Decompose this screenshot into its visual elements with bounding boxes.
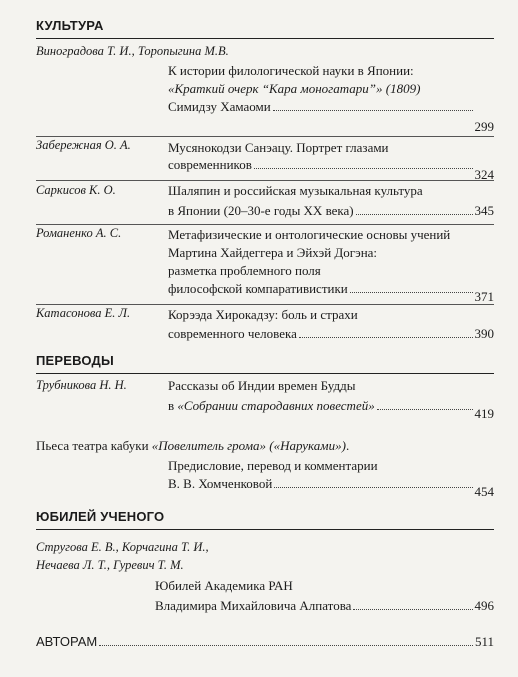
entry-title-line: Метафизические и онтологические основы учений xyxy=(168,227,451,242)
entry-leader xyxy=(168,281,494,304)
entry-authors: Стругова Е. В., Корчагина Т. И., xyxy=(36,540,209,554)
dot-leader xyxy=(99,645,473,646)
entry-title-line: Шаляпин и российская музыкальная культура xyxy=(168,183,423,198)
entry-authors: Катасонова Е. Л. xyxy=(36,306,131,320)
dot-leader xyxy=(350,292,473,293)
section-rule xyxy=(36,373,494,374)
page-number: 371 xyxy=(474,289,494,304)
entry-authors: Романенко А. С. xyxy=(36,226,122,240)
entry-title-line: разметка проблемного поля xyxy=(168,263,321,278)
page-number: 496 xyxy=(474,598,494,613)
section-rule xyxy=(36,38,494,39)
row-divider xyxy=(36,304,494,305)
entry-authors: Трубникова Н. Н. xyxy=(36,378,127,392)
entry-title-line: Симидзу Хамаоми xyxy=(168,99,271,114)
dot-leader xyxy=(353,609,472,610)
entry-leader xyxy=(168,99,494,134)
page-number: 324 xyxy=(474,167,494,182)
page-number: 390 xyxy=(474,326,494,341)
entry-leader xyxy=(168,326,494,342)
row-divider xyxy=(36,224,494,225)
row-divider xyxy=(36,180,494,181)
entry-title-line: Пьеса театра кабуки «Повелитель грома» («Наруками»). xyxy=(36,438,350,453)
dot-leader xyxy=(377,409,473,410)
entry-title-line: В. В. Хомченковой xyxy=(168,476,273,491)
entry-leader-authors-note xyxy=(36,634,494,650)
dot-leader xyxy=(299,337,473,338)
entry-leader xyxy=(168,203,494,219)
entry-leader xyxy=(168,476,494,499)
page-number: 454 xyxy=(474,484,494,499)
entry-leader xyxy=(155,598,494,614)
entry-title-line: философской компаративистики xyxy=(168,281,348,296)
entry-title-line: Юбилей Академика РАН xyxy=(155,578,293,593)
page-number: 345 xyxy=(474,203,494,218)
entry-title-line: Мусянокодзи Санэацу. Портрет глазами xyxy=(168,140,389,155)
dot-leader xyxy=(274,487,472,488)
entry-title-line: современников xyxy=(168,157,252,172)
page-number: 419 xyxy=(474,406,494,421)
entry-title-line: Предисловие, перевод и комментарии xyxy=(168,458,378,473)
dot-leader xyxy=(273,110,473,111)
entry-title-line: Рассказы об Индии времен Будды xyxy=(168,378,356,393)
row-divider xyxy=(36,136,494,137)
section-heading-jubilee: ЮБИЛЕЙ УЧЕНОГО xyxy=(36,509,165,524)
section-rule xyxy=(36,529,494,530)
entry-authors: Виноградова Т. И., Торопыгина М.В. xyxy=(36,44,229,58)
entry-title-line: современного человека xyxy=(168,326,297,341)
entry-leader xyxy=(168,157,494,182)
entry-leader xyxy=(168,398,494,421)
entry-title-line: Владимира Михайловича Алпатова xyxy=(155,598,352,613)
section-heading-translations: ПЕРЕВОДЫ xyxy=(36,353,114,368)
page-number: 511 xyxy=(474,634,494,649)
authors-note-label: АВТОРАМ xyxy=(36,634,98,649)
entry-title-line: Мартина Хайдеггера и Эйхэй Догэна: xyxy=(168,245,378,260)
entry-authors: Нечаева Л. Т., Гуревич Т. М. xyxy=(36,558,184,572)
entry-title-line: К истории филологической науки в Японии: xyxy=(168,63,414,78)
entry-title-line: в Японии (20–30-е годы XX века) xyxy=(168,203,354,218)
dot-leader xyxy=(254,168,473,169)
entry-title-line: «Краткий очерк “Кара моногатари”» (1809) xyxy=(168,81,421,96)
entry-authors: Саркисов К. О. xyxy=(36,183,116,197)
entry-title-line: Корээда Хирокадзу: боль и страхи xyxy=(168,307,358,322)
section-heading-culture: КУЛЬТУРА xyxy=(36,18,104,33)
dot-leader xyxy=(356,214,473,215)
entry-title-line: в «Собрании стародавних повестей» xyxy=(168,398,375,413)
entry-authors: Забережная О. А. xyxy=(36,138,131,152)
page-number: 299 xyxy=(474,119,494,134)
